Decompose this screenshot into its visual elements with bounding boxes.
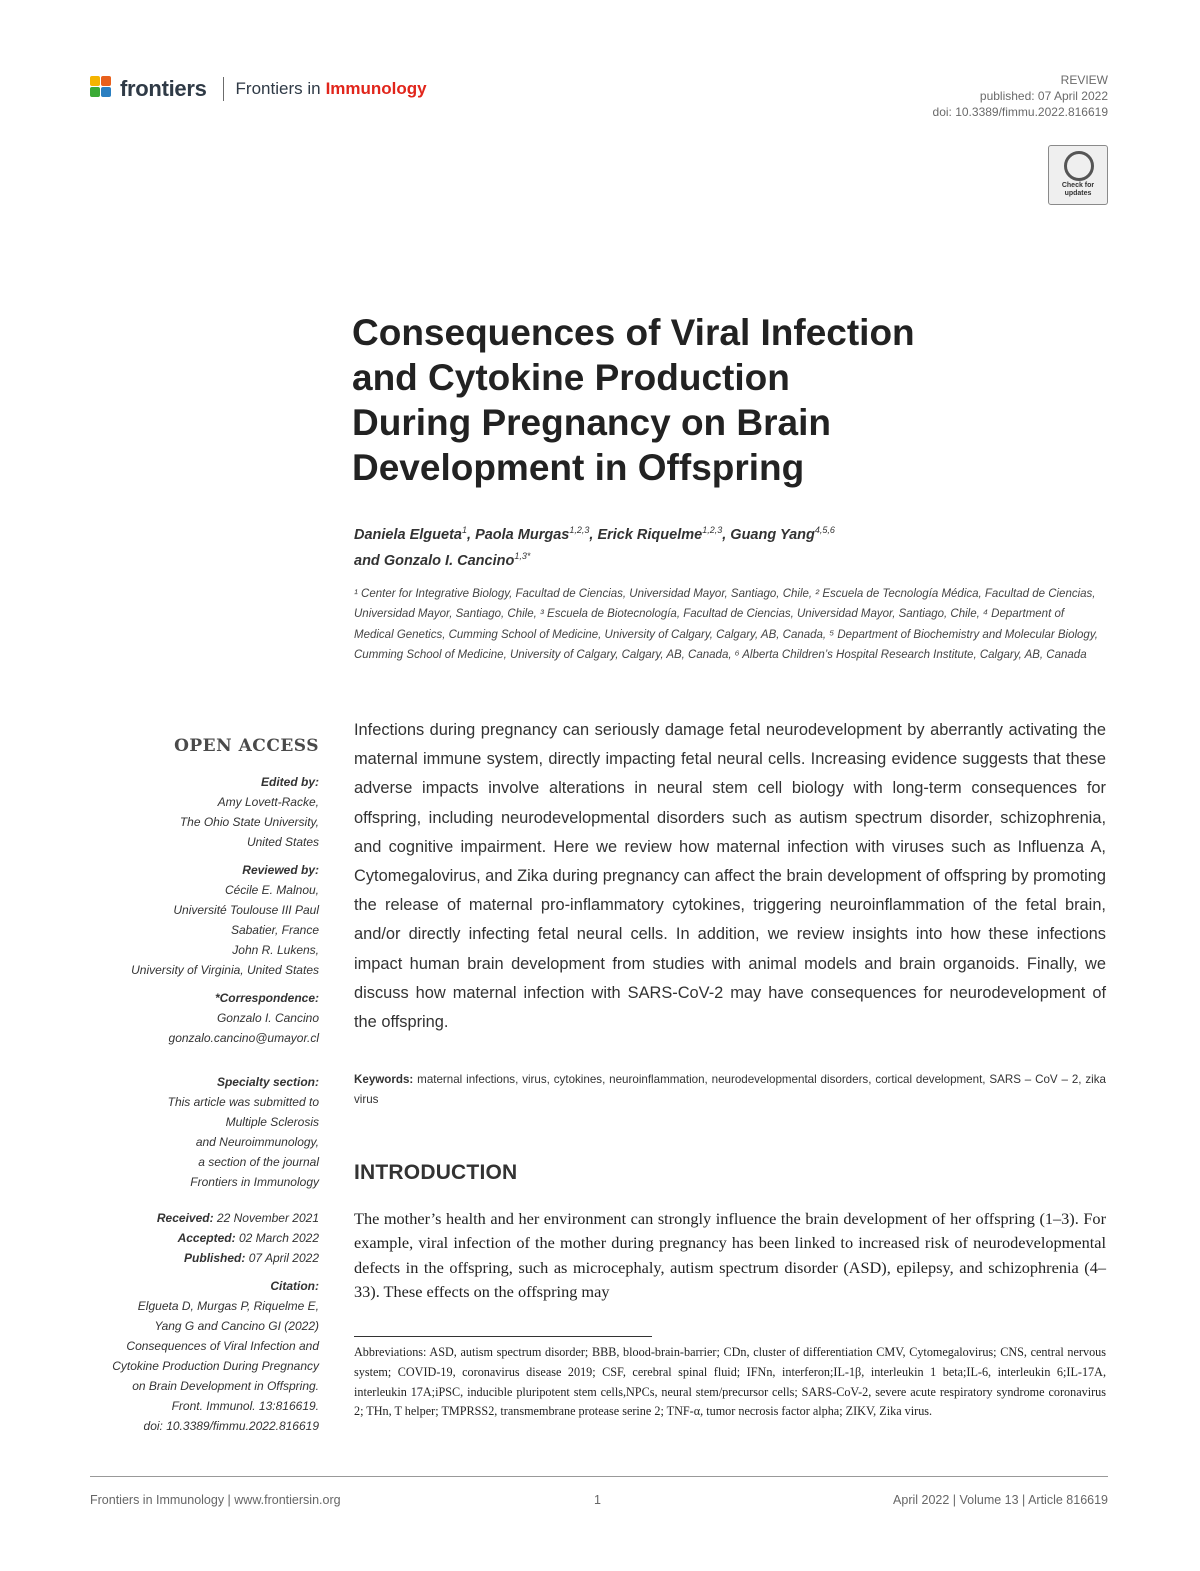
author-name[interactable]: Paola Murgas — [475, 526, 570, 543]
citation-doi[interactable]: doi: 10.3389/fimmu.2022.816619 — [143, 1419, 319, 1433]
footer-journal-link[interactable]: Frontiers in Immunology | www.frontiersin.org — [90, 1493, 341, 1507]
keywords-label: Keywords: — [354, 1073, 414, 1086]
title-line: and Cytokine Production — [352, 357, 790, 398]
updates-icon — [1064, 151, 1094, 181]
author-separator: , — [467, 526, 476, 543]
frontiers-logo[interactable] — [90, 74, 427, 104]
article-type: REVIEW — [1060, 73, 1108, 87]
author-name[interactable]: Gonzalo I. Cancino — [383, 552, 515, 569]
frontiers-logo-icon — [90, 76, 114, 102]
journal-prefix: Frontiers in — [235, 79, 321, 98]
abbreviations-footnote — [354, 1343, 1106, 1422]
footer-issue-info: April 2022 | Volume 13 | Article 816619 — [893, 1493, 1108, 1507]
abbreviations-label: Abbreviations: — [354, 1345, 427, 1359]
open-access-label: OPEN ACCESS — [174, 736, 319, 756]
keywords — [354, 1070, 1106, 1110]
abbreviations-text: ASD, autism spectrum disorder; BBB, blood-brain-barrier; CDn, cluster of differentiation CMV, Cytomegalovirus; CNS, central nervous system; COVID-19, coronavirus disease 2019; CSF, cerebral spinal fluid; IFNn, interferon;IL-1β, interleukin 1 beta;IL-6, interleukin 6;IL-17A, interleukin 17A;iPSC, inducible pluripotent stem cells,NPCs, neural stem/precursor cells; SARS-CoV-2, severe acute respiratory syndrome coronavirus 2; THn, T helper; TMPRSS2, transmembrane protease serine 2; TNF-α, tumor necrosis factor alpha; ZIKV, Zika virus. — [354, 1345, 1106, 1419]
brand-name: frontiers — [120, 76, 207, 101]
citation-label: Citation: — [270, 1279, 319, 1293]
correspondence-label: *Correspondence: — [214, 991, 319, 1005]
specialty-line: a section of the journal — [198, 1155, 319, 1169]
citation-line: Consequences of Viral Infection and — [126, 1339, 319, 1353]
received-date: Received: 22 November 2021 — [156, 1211, 319, 1225]
reviewer-line: John R. Lukens, — [232, 943, 319, 957]
logo-divider — [223, 77, 224, 101]
published-date-sidebar: Published: 07 April 2022 — [184, 1251, 319, 1265]
author-separator: , — [589, 526, 598, 543]
accepted-date: Accepted: 02 March 2022 — [177, 1231, 319, 1245]
journal-name: Immunology — [325, 79, 427, 98]
editor-line: Amy Lovett-Racke, — [217, 795, 319, 809]
citation-line: Elgueta D, Murgas P, Riquelme E, — [137, 1299, 319, 1313]
author-separator: and — [354, 552, 384, 569]
introduction-text: The mother’s health and her environment can strongly influence the brain development of her offspring (1–3). For example, viral infection of the mother during pregnancy has been linked to increased risk of neurodevelopmental defects in the offspring, such as microcephaly, autism spectrum disorder (ASD), epilepsy, and schizophrenia (4–33). These effects on the offspring may — [354, 1209, 1106, 1302]
article-meta — [933, 72, 1108, 120]
editor-line: The Ohio State University, — [179, 815, 319, 829]
keywords-text: maternal infections, virus, cytokines, neuroinflammation, neurodevelopmental disorders, cortical development, SARS – CoV – 2, zika virus — [354, 1073, 1106, 1106]
citation-line: on Brain Development in Offspring. — [132, 1379, 319, 1393]
footnote-divider — [354, 1336, 652, 1337]
citation-line: Cytokine Production During Pregnancy — [112, 1359, 319, 1373]
article-doi[interactable]: doi: 10.3389/fimmu.2022.816619 — [932, 105, 1108, 119]
author-name[interactable]: Erick Riquelme — [597, 526, 703, 543]
author-name[interactable]: Daniela Elgueta — [354, 526, 462, 543]
author-affiliation-ref: 1,3* — [514, 550, 531, 561]
reviewer-line: University of Virginia, United States — [131, 963, 319, 977]
author-name[interactable]: Guang Yang — [730, 526, 815, 543]
check-for-updates-badge[interactable] — [1048, 145, 1108, 205]
author-separator: , — [722, 526, 731, 543]
article-sidebar — [59, 736, 319, 1436]
editor-line: United States — [246, 835, 319, 849]
specialty-line: Multiple Sclerosis — [225, 1115, 319, 1129]
title-line: During Pregnancy on Brain — [352, 402, 832, 443]
correspondent-name: Gonzalo I. Cancino — [216, 1011, 319, 1025]
reviewer-line: Cécile E. Malnou, — [224, 883, 319, 897]
published-date: published: 07 April 2022 — [979, 89, 1108, 103]
reviewer-line: Sabatier, France — [230, 923, 319, 937]
citation-line: Front. Immunol. 13:816619. — [171, 1399, 319, 1413]
author-list — [354, 520, 1114, 572]
abstract: Infections during pregnancy can seriously damage fetal neurodevelopment by aberrantly activating the maternal immune system, directly impacting fetal neural cells. Increasing evidence suggests that these adverse impacts involve alterations in neural stem cell biology with long-term consequences for offspring, including neurodevelopmental disorders such as autism spectrum disorder, schizophrenia, and cognitive impairment. Here we review how maternal infection with viruses such as Influenza A, Cytomegalovirus, and Zika during pregnancy can affect the brain development of offspring by promoting the release of maternal pro-inflammatory cytokines, triggering neuroinflammation of the fetal brain, and/or directly infecting fetal neural cells. In addition, we review insights into how these infections impact human brain development from studies with animal models and brain organoids. Finally, we discuss how maternal infection with SARS-CoV-2 may have consequences for neurodevelopment of the offspring. — [354, 721, 1106, 1032]
article-title — [352, 310, 1052, 490]
author-affiliation-ref: 1,2,3 — [569, 525, 590, 535]
reviewed-by-label: Reviewed by: — [242, 863, 319, 877]
correspondent-email[interactable]: gonzalo.cancino@umayor.cl — [168, 1031, 319, 1045]
specialty-line: and Neuroimmunology, — [195, 1135, 319, 1149]
author-affiliation-ref: 4,5,6 — [814, 525, 835, 535]
page-number: 1 — [594, 1493, 601, 1507]
affiliations: ¹ Center for Integrative Biology, Facultad de Ciencias, Universidad Mayor, Santiago, Chile, ² Escuela de Tecnología Médica, Facultad de Ciencias, Universidad Mayor, Santiago, Chile, ³ Escuela de Biotecnología, Facultad de Ciencias, Universidad Mayor, Santiago, Chile, ⁴ Department of Medical Genetics, Cumming School of Medicine, University of Calgary, Calgary, AB, Canada, ⁵ Department of Biochemistry and Molecular Biology, Cumming School of Medicine, University of Calgary, Calgary, AB, Canada, ⁶ Alberta Children’s Hospital Research Institute, Calgary, AB, Canada — [354, 588, 1098, 661]
title-line: Development in Offspring — [352, 447, 805, 488]
section-heading-introduction: INTRODUCTION — [354, 1161, 518, 1184]
citation-line: Yang G and Cancino GI (2022) — [154, 1319, 319, 1333]
author-affiliation-ref: 1 — [461, 525, 467, 535]
badge-label: Check for updates — [1061, 182, 1095, 197]
author-affiliation-ref: 1,2,3 — [702, 525, 723, 535]
specialty-line: This article was submitted to — [167, 1095, 319, 1109]
reviewer-line: Université Toulouse III Paul — [173, 903, 319, 917]
title-line: Consequences of Viral Infection — [352, 312, 915, 353]
specialty-line: Frontiers in Immunology — [190, 1175, 319, 1189]
specialty-section-label: Specialty section: — [216, 1075, 319, 1089]
footer-divider — [90, 1476, 1108, 1477]
edited-by-label: Edited by: — [260, 775, 319, 789]
